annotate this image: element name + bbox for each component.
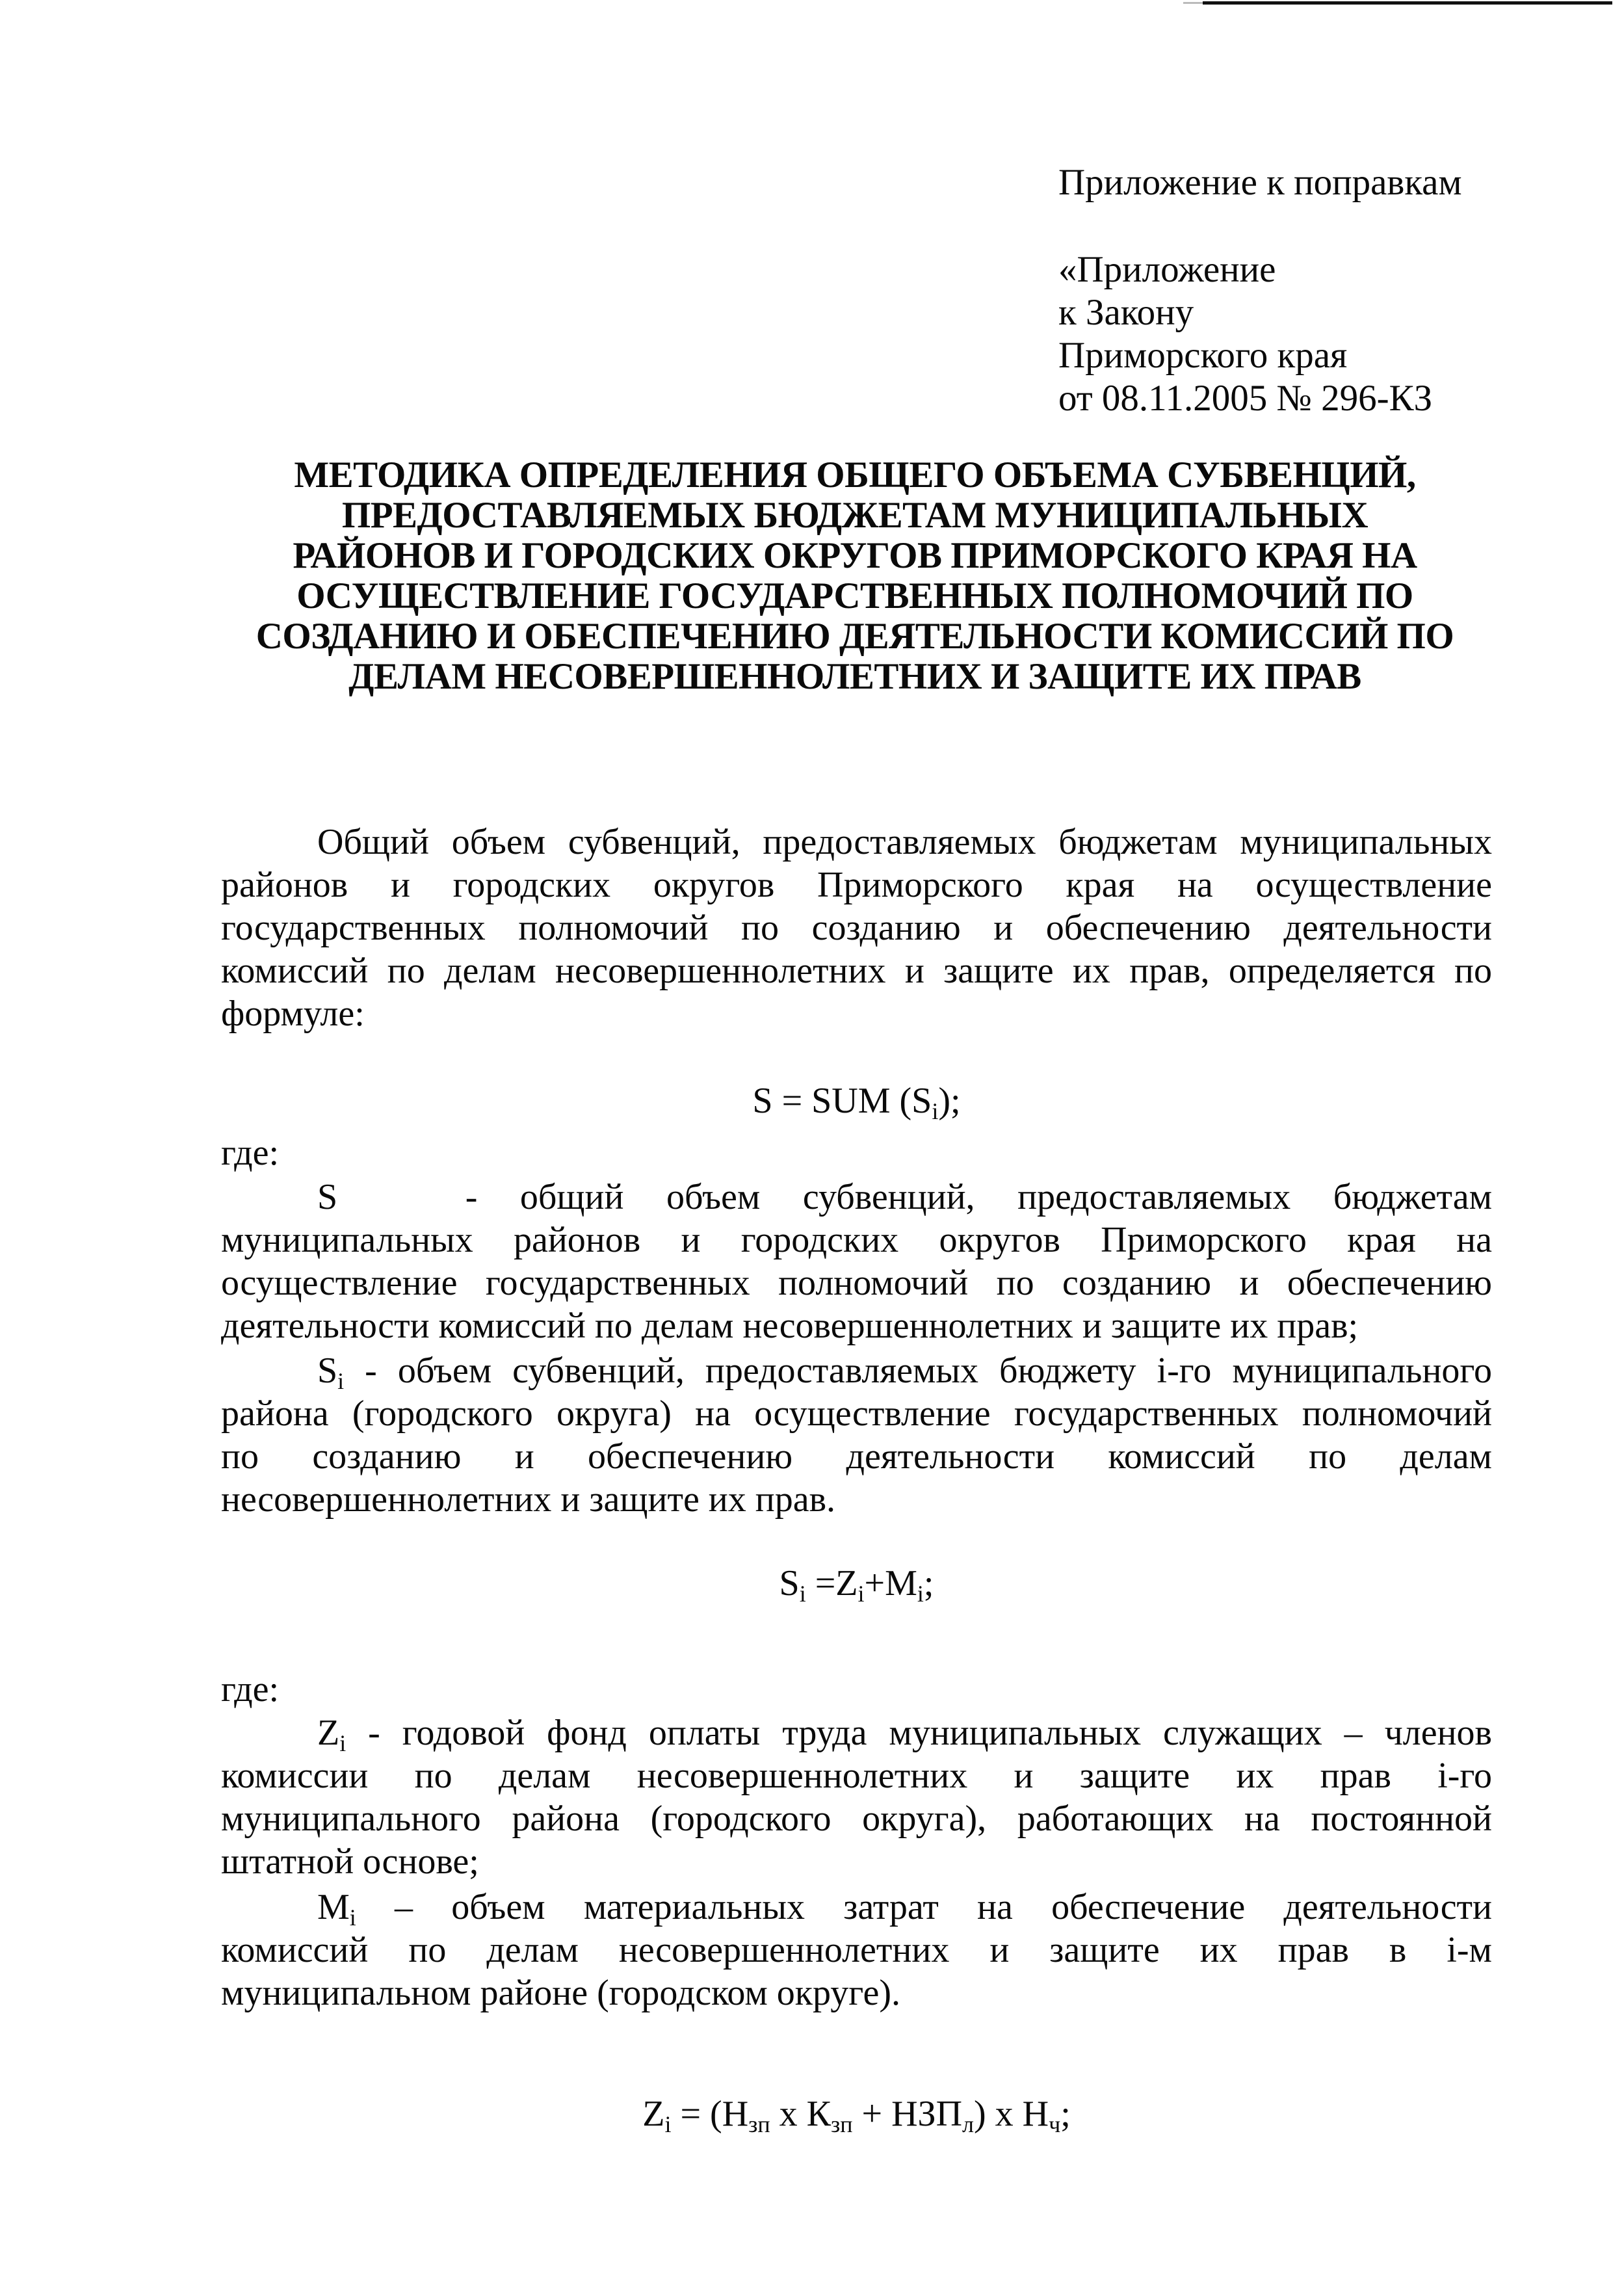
formula-municipal-subvention: $S_i =Z_i+M_i$; — [779, 1563, 934, 1607]
formula-payroll-fund: $Z_i = (Н_{зп}$ х $К_{зп} + НЗП_л$) х $Н_ч$; — [642, 2094, 1071, 2137]
appendix-note: Приложение к поправкам — [1058, 162, 1462, 203]
paragraph-line: $Z_i$ - годовой фонд оплаты труда муниципальных служащих – членов — [317, 1713, 1492, 1756]
scan-artifact — [1183, 2, 1203, 4]
paragraph-line: осуществление государственных полномочий по созданию и обеспечению — [221, 1263, 1492, 1303]
appendix-line: Приморского края — [1058, 335, 1348, 376]
definition-Zi — [221, 1711, 1492, 1883]
paragraph-line: $M_i$ – объем материальных затрат на обеспечение деятельности — [317, 1887, 1492, 1931]
title-line: ДЕЛАМ НЕСОВЕРШЕННОЛЕТНИХ И ЗАЩИТЕ ИХ ПРАВ — [348, 656, 1361, 697]
paragraph-line: районов и городских округов Приморского края на осуществление — [221, 865, 1492, 905]
paragraph-line: комиссии по делам несовершеннолетних и защите их прав i-го — [221, 1756, 1492, 1796]
where-label: где: — [221, 1133, 280, 1173]
paragraph-line: государственных полномочий по созданию и обеспечению деятельности — [221, 908, 1492, 948]
scan-edge-line — [1203, 1, 1612, 5]
definition-S — [221, 1176, 1492, 1347]
where-label: где: — [221, 1669, 280, 1709]
paragraph-line: по созданию и обеспечению деятельности комиссий по делам — [221, 1436, 1492, 1477]
paragraph-line: Общий объем субвенций, предоставляемых бюджетам муниципальных — [317, 822, 1492, 862]
paragraph-line: муниципальных районов и городских округов Приморского края на — [221, 1220, 1492, 1260]
appendix-line: «Приложение — [1058, 249, 1276, 290]
title-line: ОСУЩЕСТВЛЕНИЕ ГОСУДАРСТВЕННЫХ ПОЛНОМОЧИЙ ПО — [296, 575, 1413, 616]
paragraph-line: S - общий объем субвенций, предоставляемых бюджетам — [317, 1177, 1493, 1217]
title-line: МЕТОДИКА ОПРЕДЕЛЕНИЯ ОБЩЕГО ОБЪЕМА СУБВЕНЦИЙ, — [294, 455, 1416, 495]
title-line: РАЙОНОВ И ГОРОДСКИХ ОКРУГОВ ПРИМОРСКОГО КРАЯ НА — [293, 535, 1417, 576]
paragraph-line: комиссий по делам несовершеннолетних и защите их прав, определяется по — [221, 951, 1492, 991]
title-line: ПРЕДОСТАВЛЯЕМЫХ БЮДЖЕТАМ МУНИЦИПАЛЬНЫХ — [341, 495, 1369, 536]
title-line: СОЗДАНИЮ И ОБЕСПЕЧЕНИЮ ДЕЯТЕЛЬНОСТИ КОМИССИЙ ПО — [255, 616, 1454, 657]
paragraph-line: комиссий по делам несовершеннолетних и защите их прав в i-м — [221, 1930, 1492, 1970]
paragraph-line: деятельности комиссий по делам несовершеннолетних и защите их прав; — [221, 1306, 1359, 1346]
paragraph-line: несовершеннолетних и защите их прав. — [221, 1479, 836, 1520]
document-title — [221, 455, 1489, 697]
paragraph-line: $S_i$ - объем субвенций, предоставляемых бюджету i-го муниципального — [317, 1351, 1492, 1394]
definition-Mi — [221, 1886, 1492, 2014]
paragraph-line: муниципального района (городского округа), работающих на постоянной — [221, 1799, 1492, 1839]
paragraph-line: штатной основе; — [221, 1841, 479, 1882]
formula-total-subvention: S = SUM $(S_i)$; — [752, 1081, 961, 1124]
appendix-line: к Закону — [1058, 292, 1194, 333]
appendix-reference-block — [1058, 248, 1432, 420]
intro-paragraph — [221, 821, 1492, 1035]
paragraph-line: формуле: — [221, 994, 365, 1034]
paragraph-line: муниципальном районе (городском округе). — [221, 1973, 900, 2013]
paragraph-line: района (городского округа) на осуществление государственных полномочий — [221, 1393, 1492, 1434]
appendix-line: от 08.11.2005 № 296-КЗ — [1058, 378, 1433, 419]
definition-Si — [221, 1349, 1492, 1521]
